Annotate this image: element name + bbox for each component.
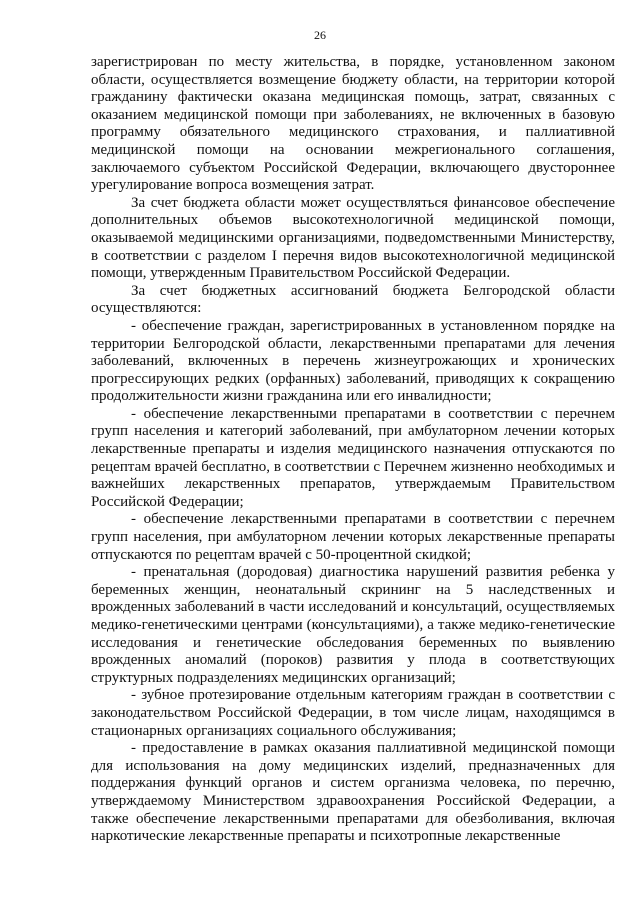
list-item-dental-prosthetics: - зубное протезирование отдельным категориям граждан в соответствии с законодательством Российской Федерации, в том числе лицам, находящимся в стационарных организациях социального обслуживания; [91,687,615,739]
page-number: 26 [314,28,326,42]
list-item-discount-medicines: - обеспечение лекарственными препаратами в соответствии с перечнем групп населения, при амбулаторном лечении которых лекарственные препараты отпускаются по рецептам врачей с 50-процентной скидкой; [91,511,615,563]
list-item-free-medicines: - обеспечение лекарственными препаратами в соответствии с перечнем групп населения и категорий заболеваний, при амбулаторном лечении которых лекарственные препараты и изделия медицинского назначения отпускаются по рецептам врачей бесплатно, в соответствии с Перечнем жизненно необходимых и важнейших лекарственных препаратов, утверждаемым Правительством Российской Федерации; [91,405,615,510]
list-item-palliative-care: - предоставление в рамках оказания паллиативной медицинской помощи для использования на дому медицинских изделий, предназначенных для поддержания функций органов и систем организма человека, по перечню, утверждаемому Министерством здравоохранения Российской Федерации, а также обеспечение лекарственными препаратами для обезболивания, включая наркотические лекарственные препараты и психотропные лекарственные [91,740,615,845]
paragraph-high-tech-care: За счет бюджета области может осуществляться финансовое обеспечение дополнительных объемов высокотехнологичной медицинской помощи, оказываемой медицинскими организациями, подведомственными Министерству, в соответствии с разделом I перечня видов высокотехнологичной медицинской помощи, утвержденным Правительством Российской Федерации. [91,194,615,282]
document-body [91,54,615,846]
list-item-orphan-diseases: - обеспечение граждан, зарегистрированных в установленном порядке на территории Белгородской области, лекарственными препаратами для лечения заболеваний, включенных в перечень жизнеугрожающих и хронических прогрессирующих редких (орфанных) заболеваний, приводящих к сокращению продолжительности жизни гражданина или его инвалидности; [91,317,615,405]
paragraph-continuation: зарегистрирован по месту жительства, в порядке, установленном законом области, осуществляется возмещение бюджету области, на территории которой гражданину фактически оказана медицинская помощь, затрат, связанных с оказанием медицинской помощи при заболеваниях, не включенных в базовую программу обязательного медицинского страхования, и паллиативной медицинской помощи на основании межрегионального соглашения, заключаемого субъектом Российской Федерации, включающего двустороннее урегулирование вопроса возмещения затрат. [91,54,615,194]
paragraph-budget-allocations: За счет бюджетных ассигнований бюджета Белгородской области осуществляются: [91,282,615,317]
list-item-prenatal-diagnostics: - пренатальная (дородовая) диагностика нарушений развития ребенка у беременных женщин, неонатальный скрининг на 5 наследственных и врожденных заболеваний в части исследований и консультаций, осуществляемых медико-генетическими центрами (консультациями), а также медико-генетические исследования и генетические обследования беременных по выявлению врожденных аномалий (пороков) развития у плода в соответствующих структурных подразделениях медицинских организаций; [91,564,615,686]
